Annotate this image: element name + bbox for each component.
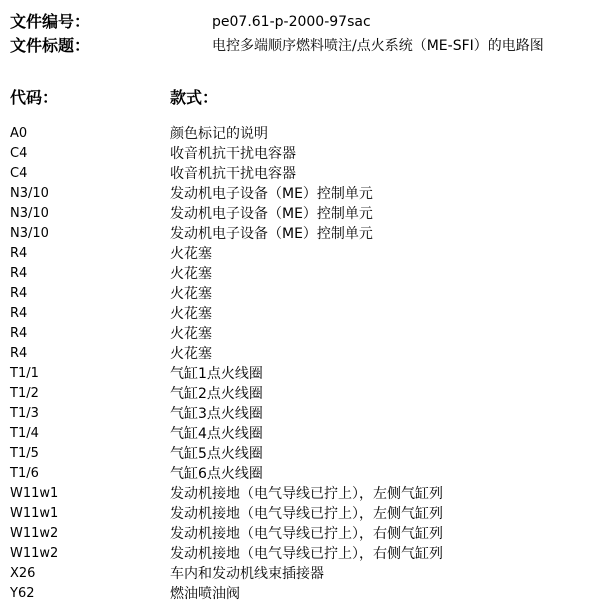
component-description: 气缸4点火线圈 — [170, 426, 263, 442]
description-column-header: 款式： — [170, 88, 219, 107]
doc-number-label: 文件编号： — [10, 12, 91, 31]
component-description: 火花塞 — [170, 326, 212, 342]
component-code: R4 — [10, 326, 28, 341]
component-code: C4 — [10, 146, 28, 161]
component-description: 燃油喷油阀 — [170, 586, 240, 602]
component-code: T1/3 — [10, 406, 39, 421]
component-code: N3/10 — [10, 186, 49, 201]
component-code: T1/1 — [10, 366, 39, 381]
list-item — [0, 504, 602, 524]
component-description: 气缸3点火线圈 — [170, 406, 263, 422]
doc-number-value: pe07.61-p-2000-97sac — [212, 14, 371, 30]
list-item — [0, 164, 602, 184]
doc-title-label: 文件标题： — [10, 36, 91, 55]
list-item — [0, 184, 602, 204]
component-description: 气缸1点火线圈 — [170, 366, 263, 382]
list-item — [0, 564, 602, 584]
component-code: N3/10 — [10, 226, 49, 241]
component-description: 发动机电子设备（ME）控制单元 — [170, 186, 373, 202]
component-description: 颜色标记的说明 — [170, 126, 268, 142]
component-code: A0 — [10, 126, 28, 141]
component-description: 收音机抗干扰电容器 — [170, 166, 296, 182]
list-item — [0, 424, 602, 444]
component-description: 火花塞 — [170, 266, 212, 282]
list-item — [0, 364, 602, 384]
component-code: T1/4 — [10, 426, 39, 441]
component-description: 发动机电子设备（ME）控制单元 — [170, 226, 373, 242]
list-item — [0, 204, 602, 224]
component-code: W11w2 — [10, 526, 59, 541]
component-description: 发动机接地（电气导线已拧上），左侧气缸列 — [170, 486, 443, 502]
component-code: N3/10 — [10, 206, 49, 221]
component-description: 气缸6点火线圈 — [170, 466, 263, 482]
component-description: 发动机电子设备（ME）控制单元 — [170, 206, 373, 222]
component-code: T1/6 — [10, 466, 39, 481]
list-item — [0, 444, 602, 464]
component-code: W11w1 — [10, 506, 59, 521]
component-code: R4 — [10, 286, 28, 301]
component-code: R4 — [10, 306, 28, 321]
list-item — [0, 584, 602, 604]
list-item — [0, 304, 602, 324]
component-description: 气缸5点火线圈 — [170, 446, 263, 462]
doc-title-value: 电控多端顺序燃料喷注/点火系统（ME-SFI）的电路图 — [212, 38, 544, 54]
component-description: 火花塞 — [170, 306, 212, 322]
component-description: 火花塞 — [170, 286, 212, 302]
list-item — [0, 464, 602, 484]
component-description: 发动机接地（电气导线已拧上），右侧气缸列 — [170, 546, 443, 562]
component-description: 气缸2点火线圈 — [170, 386, 263, 402]
component-description: 收音机抗干扰电容器 — [170, 146, 296, 162]
list-item — [0, 544, 602, 564]
code-column-header: 代码： — [10, 88, 59, 107]
component-description: 火花塞 — [170, 346, 212, 362]
component-code: T1/5 — [10, 446, 39, 461]
component-code: R4 — [10, 246, 28, 261]
component-description: 发动机接地（电气导线已拧上），右侧气缸列 — [170, 526, 443, 542]
list-item — [0, 124, 602, 144]
list-item — [0, 144, 602, 164]
component-list — [0, 124, 602, 604]
list-item — [0, 324, 602, 344]
component-code: R4 — [10, 346, 28, 361]
list-item — [0, 244, 602, 264]
component-code: C4 — [10, 166, 28, 181]
list-item — [0, 484, 602, 504]
list-item — [0, 404, 602, 424]
component-code: W11w2 — [10, 546, 59, 561]
component-description: 火花塞 — [170, 246, 212, 262]
list-item — [0, 384, 602, 404]
component-code: X26 — [10, 566, 36, 581]
component-code: Y62 — [10, 586, 35, 601]
list-item — [0, 524, 602, 544]
list-item — [0, 224, 602, 244]
component-code: T1/2 — [10, 386, 39, 401]
list-item — [0, 344, 602, 364]
component-description: 发动机接地（电气导线已拧上），左侧气缸列 — [170, 506, 443, 522]
component-description: 车内和发动机线束插接器 — [170, 566, 324, 582]
list-item — [0, 284, 602, 304]
component-code: W11w1 — [10, 486, 59, 501]
list-item — [0, 264, 602, 284]
component-code: R4 — [10, 266, 28, 281]
